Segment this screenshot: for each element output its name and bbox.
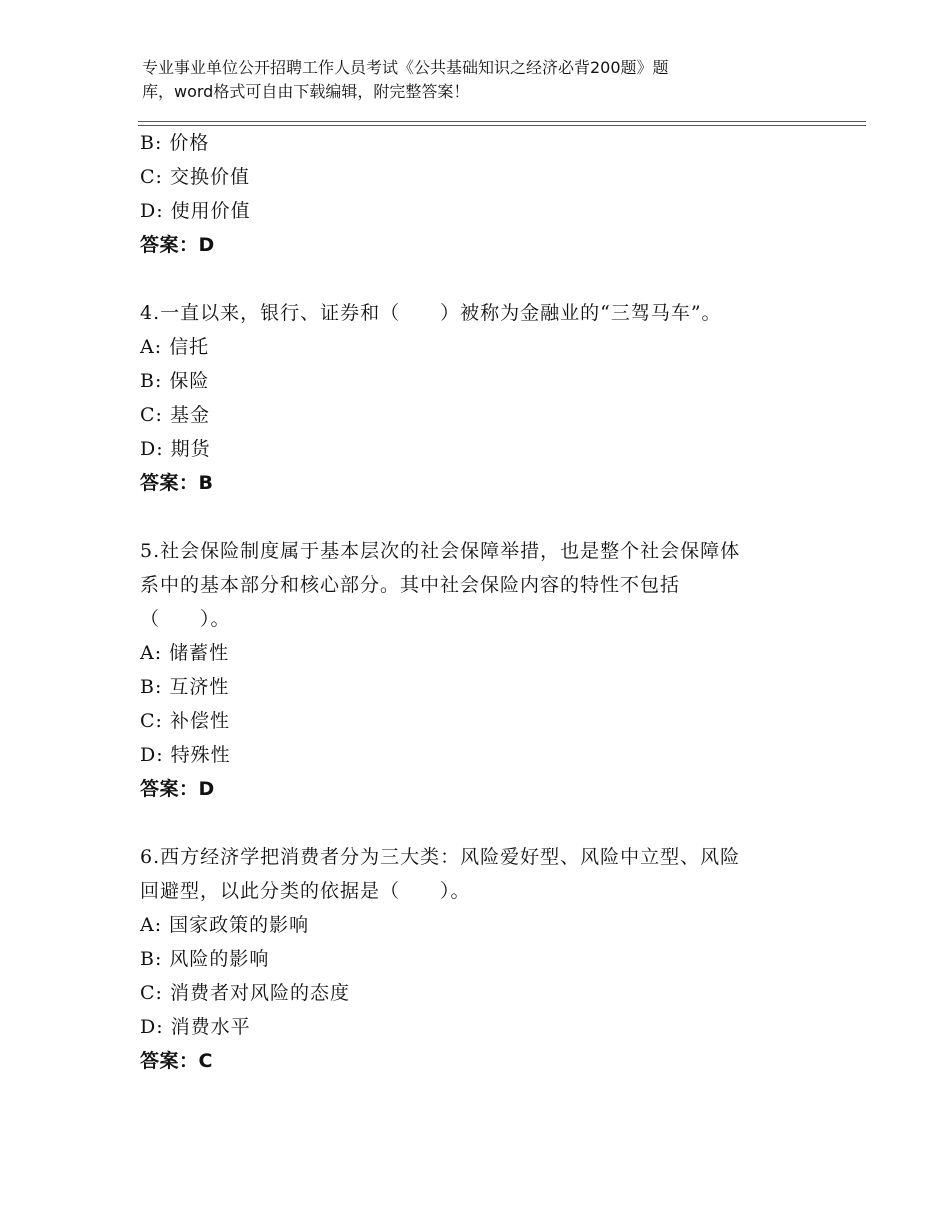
answer: 答案：D	[140, 234, 215, 256]
answer: 答案：B	[140, 472, 214, 494]
option-c: C: 交换价值	[140, 166, 250, 188]
question-stem: 4.一直以来，银行、证券和（ ）被称为金融业的“三驾马车”。	[140, 302, 722, 324]
header-divider-thick	[138, 121, 866, 122]
option-c: C: 补偿性	[140, 710, 230, 732]
answer: 答案：C	[140, 1050, 213, 1072]
option-d: D: 消费水平	[140, 1016, 251, 1038]
answer: 答案：D	[140, 778, 215, 800]
option-c: C: 消费者对风险的态度	[140, 982, 350, 1004]
question-stem: 回避型，以此分类的依据是（ ）。	[140, 880, 471, 902]
option-d: D: 特殊性	[140, 744, 231, 766]
question-4	[140, 296, 840, 500]
option-b: B: 风险的影响	[140, 948, 270, 970]
option-a: A: 国家政策的影响	[140, 914, 310, 936]
header-line-1: 专业事业单位公开招聘工作人员考试《公共基础知识之经济必背200题》题	[142, 58, 669, 77]
document-header	[142, 56, 782, 104]
question-3	[140, 126, 840, 262]
option-b: B: 保险	[140, 370, 210, 392]
header-line-2: 库，word格式可自由下载编辑，附完整答案！	[142, 82, 470, 101]
question-stem: （ ）。	[140, 608, 231, 630]
option-b: B: 价格	[140, 132, 210, 154]
option-a: A: 储蓄性	[140, 642, 230, 664]
question-stem: 系中的基本部分和核心部分。其中社会保险内容的特性不包括	[140, 574, 681, 596]
question-list	[140, 126, 840, 1078]
option-d: D: 使用价值	[140, 200, 251, 222]
question-stem: 5.社会保险制度属于基本层次的社会保障举措，也是整个社会保障体	[140, 540, 741, 562]
option-b: B: 互济性	[140, 676, 230, 698]
option-c: C: 基金	[140, 404, 210, 426]
option-a: A: 信托	[140, 336, 210, 358]
question-5	[140, 534, 840, 806]
question-stem: 6.西方经济学把消费者分为三大类：风险爱好型、风险中立型、风险	[140, 846, 741, 868]
question-6	[140, 840, 840, 1078]
option-d: D: 期货	[140, 438, 211, 460]
